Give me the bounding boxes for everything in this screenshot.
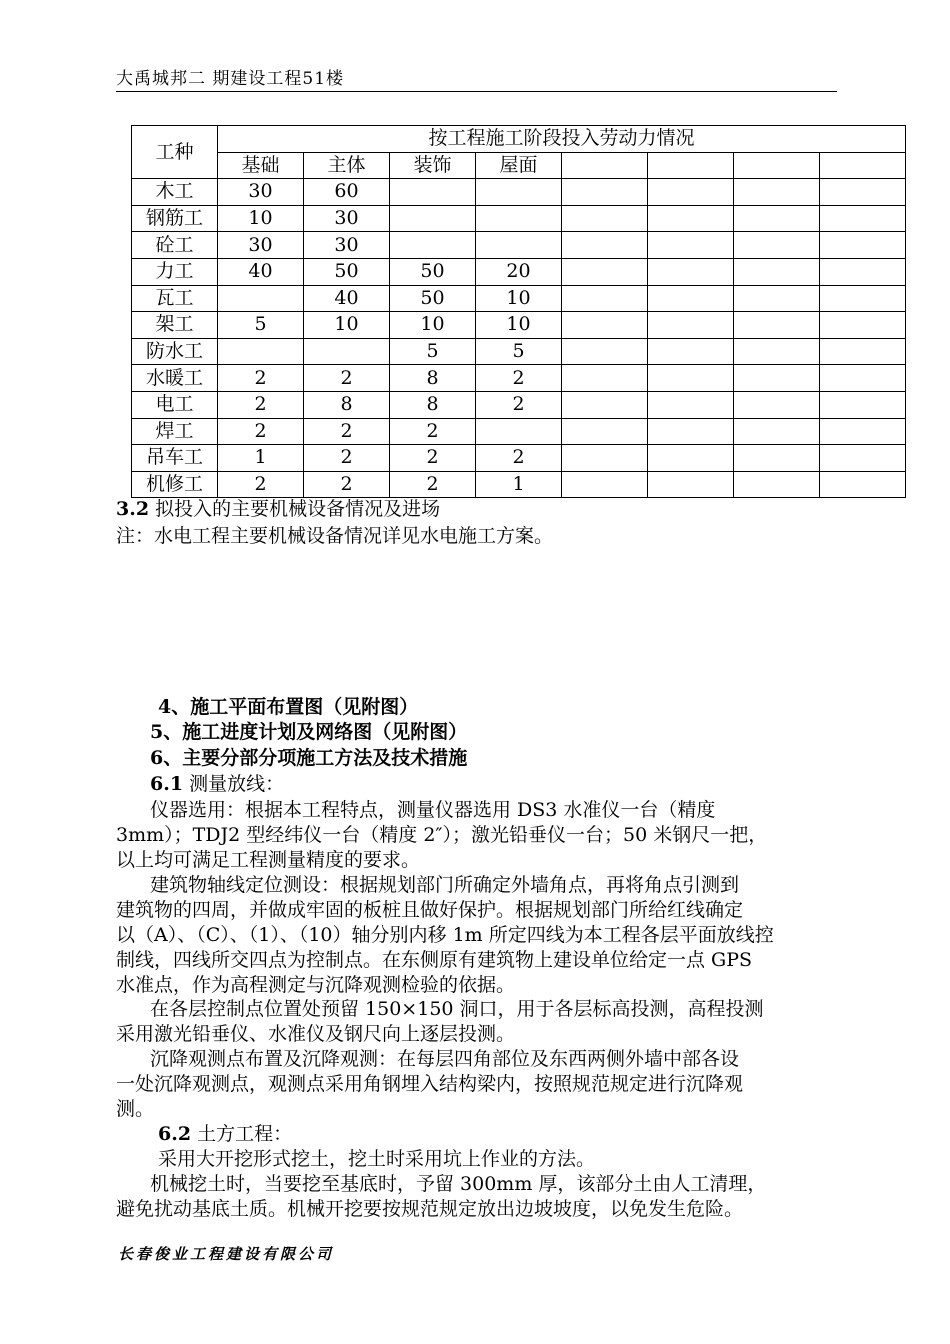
labor-count-cell: [562, 471, 648, 498]
section-6-2-number: 6.2: [158, 1123, 192, 1145]
labor-count-cell: [820, 471, 906, 498]
labor-count-cell: [648, 179, 734, 206]
labor-count-cell: [562, 338, 648, 365]
table-row: [132, 285, 906, 312]
labor-count-cell: 40: [304, 285, 390, 312]
labor-count-cell: [648, 232, 734, 259]
trade-name: 防水工: [132, 338, 218, 365]
labor-count-cell: 10: [304, 312, 390, 339]
labor-count-cell: [648, 445, 734, 472]
section-6-2-title: 土方工程：: [191, 1123, 293, 1145]
labor-count-cell: [820, 391, 906, 418]
labor-count-cell: 1: [218, 445, 304, 472]
paragraph-line: 采用激光铅垂仪、水准仪及钢尺向上逐层投测。: [116, 1023, 516, 1045]
labor-count-cell: [820, 285, 906, 312]
header-divider: [116, 91, 837, 92]
heading-4: 4、施工平面布置图（见附图）: [158, 696, 419, 718]
paragraph-line: 3mm）；TDJ2 型经纬仪一台（精度 2″）；激光铅垂仪一台；50 米钢尺一把，: [116, 824, 768, 846]
labor-count-cell: [734, 445, 820, 472]
labor-count-cell: [648, 258, 734, 285]
labor-count-cell: [820, 365, 906, 392]
labor-count-cell: [390, 205, 476, 232]
footer-company-name: 长春俊业工程建设有限公司: [118, 1245, 335, 1263]
labor-count-cell: 5: [390, 338, 476, 365]
paragraph-line: 建筑物轴线定位测设：根据规划部门所确定外墙角点，再将角点引测到: [150, 874, 740, 896]
labor-count-cell: 10: [476, 312, 562, 339]
equipment-note: 注：水电工程主要机械设备情况详见水电施工方案。: [116, 525, 554, 547]
trade-name: 架工: [132, 312, 218, 339]
stage-header: [648, 152, 734, 179]
labor-count-cell: 10: [476, 285, 562, 312]
paragraph-line: 制线，四线所交四点为控制点。在东侧原有建筑物上建设单位给定一点 GPS: [116, 949, 753, 971]
stage-header: 屋面: [476, 152, 562, 179]
table-row: [132, 445, 906, 472]
labor-count-cell: [648, 338, 734, 365]
trade-name: 木工: [132, 179, 218, 206]
section-6-1-number: 6.1: [150, 773, 184, 795]
stage-header: 基础: [218, 152, 304, 179]
paragraph-line: 仪器选用：根据本工程特点，测量仪器选用 DS3 水准仪一台（精度: [150, 799, 716, 821]
section-6-2-heading: [158, 1121, 292, 1147]
stage-header: [562, 152, 648, 179]
trade-name: 吊车工: [132, 445, 218, 472]
labor-count-cell: [734, 232, 820, 259]
labor-count-cell: 2: [304, 471, 390, 498]
section-6-1-title: 测量放线：: [183, 773, 285, 795]
table-row: [132, 258, 906, 285]
trade-name: 机修工: [132, 471, 218, 498]
labor-count-cell: 2: [390, 471, 476, 498]
labor-count-cell: [734, 365, 820, 392]
labor-count-cell: 2: [304, 418, 390, 445]
paragraph-line: 测。: [116, 1098, 155, 1120]
labor-count-cell: [648, 418, 734, 445]
labor-count-cell: 2: [476, 365, 562, 392]
labor-count-cell: [476, 179, 562, 206]
labor-count-cell: [734, 258, 820, 285]
labor-count-cell: [820, 258, 906, 285]
labor-count-cell: 40: [218, 258, 304, 285]
labor-count-cell: [218, 285, 304, 312]
trade-name: 力工: [132, 258, 218, 285]
table-row: [132, 391, 906, 418]
paragraph-line: 避免扰动基底土质。机械开挖要按规范规定放出边坡坡度，以免发生危险。: [116, 1198, 744, 1220]
labor-count-cell: [218, 338, 304, 365]
section-3-2-title: 拟投入的主要机械设备情况及进场: [149, 498, 441, 520]
labor-count-cell: 30: [304, 232, 390, 259]
labor-count-cell: [734, 418, 820, 445]
labor-count-cell: 10: [218, 205, 304, 232]
labor-count-cell: 50: [304, 258, 390, 285]
labor-count-cell: [390, 232, 476, 259]
stage-header: [820, 152, 906, 179]
labor-count-cell: [562, 365, 648, 392]
labor-count-cell: [648, 205, 734, 232]
labor-count-cell: [648, 471, 734, 498]
trade-name: 水暖工: [132, 365, 218, 392]
labor-count-cell: [648, 285, 734, 312]
page-header-title: 大禹城邦二 期建设工程51楼: [116, 69, 345, 89]
labor-count-cell: [734, 338, 820, 365]
labor-count-cell: 2: [304, 445, 390, 472]
labor-count-cell: [562, 312, 648, 339]
labor-count-cell: [562, 285, 648, 312]
stage-header: 主体: [304, 152, 390, 179]
table-row: [132, 312, 906, 339]
table-row: [132, 338, 906, 365]
labor-count-cell: [820, 312, 906, 339]
labor-count-cell: 2: [218, 365, 304, 392]
labor-count-cell: 50: [390, 258, 476, 285]
labor-count-cell: 8: [390, 365, 476, 392]
section-6-1-heading: [150, 771, 284, 797]
stage-header: 装饰: [390, 152, 476, 179]
trade-name: 焊工: [132, 418, 218, 445]
labor-count-cell: 2: [476, 445, 562, 472]
table-row: [132, 179, 906, 206]
labor-count-cell: 2: [218, 418, 304, 445]
paragraph-line: 一处沉降观测点，观测点采用角钢埋入结构梁内，按照规范规定进行沉降观: [116, 1073, 744, 1095]
labor-table: [131, 125, 906, 498]
table-corner-label: 工种: [132, 126, 218, 179]
labor-count-cell: [648, 365, 734, 392]
table-row: [132, 205, 906, 232]
labor-count-cell: 30: [218, 179, 304, 206]
labor-count-cell: [734, 205, 820, 232]
labor-count-cell: 2: [218, 471, 304, 498]
labor-count-cell: [476, 232, 562, 259]
stage-header: [734, 152, 820, 179]
labor-count-cell: [820, 338, 906, 365]
labor-count-cell: 8: [390, 391, 476, 418]
labor-count-cell: [562, 179, 648, 206]
labor-count-cell: [562, 391, 648, 418]
labor-count-cell: 30: [218, 232, 304, 259]
labor-count-cell: 50: [390, 285, 476, 312]
trade-name: 砼工: [132, 232, 218, 259]
paragraph-line: 以（A）、（C）、（1）、（10）轴分别内移 1m 所定四线为本工程各层平面放线控: [116, 924, 774, 946]
paragraph-line: 水准点，作为高程测定与沉降观测检验的依据。: [116, 974, 516, 996]
labor-count-cell: 2: [476, 391, 562, 418]
table-row: [132, 471, 906, 498]
labor-count-cell: [562, 418, 648, 445]
labor-count-cell: [820, 232, 906, 259]
trade-name: 瓦工: [132, 285, 218, 312]
labor-count-cell: [562, 205, 648, 232]
labor-count-cell: 60: [304, 179, 390, 206]
labor-count-cell: 2: [304, 365, 390, 392]
labor-count-cell: [734, 312, 820, 339]
labor-count-cell: [304, 338, 390, 365]
section-3-2-heading: [116, 496, 440, 522]
labor-count-cell: [734, 179, 820, 206]
labor-count-cell: 2: [390, 418, 476, 445]
labor-count-cell: 10: [390, 312, 476, 339]
labor-count-cell: 2: [218, 391, 304, 418]
labor-count-cell: 2: [390, 445, 476, 472]
labor-count-cell: [820, 418, 906, 445]
section-3-2-number: 3.2: [116, 498, 150, 520]
labor-count-cell: 30: [304, 205, 390, 232]
labor-count-cell: 8: [304, 391, 390, 418]
stage-header-row: [132, 152, 906, 179]
labor-count-cell: 5: [476, 338, 562, 365]
paragraph-line: 机械挖土时，当要挖至基底时，予留 300mm 厚，该部分土由人工清理，: [150, 1173, 767, 1195]
labor-count-cell: 20: [476, 258, 562, 285]
labor-count-cell: [648, 391, 734, 418]
labor-count-cell: [562, 258, 648, 285]
labor-count-cell: [820, 179, 906, 206]
labor-count-cell: [734, 285, 820, 312]
labor-count-cell: [562, 445, 648, 472]
table-row: [132, 365, 906, 392]
paragraph-line: 在各层控制点位置处预留 150×150 洞口，用于各层标高投测，高程投测: [150, 998, 764, 1020]
trade-name: 钢筋工: [132, 205, 218, 232]
trade-name: 电工: [132, 391, 218, 418]
heading-5: 5、施工进度计划及网络图（见附图）: [150, 721, 468, 743]
table-group-header: 按工程施工阶段投入劳动力情况: [218, 126, 906, 153]
labor-count-cell: 5: [218, 312, 304, 339]
labor-count-cell: [476, 418, 562, 445]
labor-count-cell: [820, 205, 906, 232]
labor-count-cell: [734, 391, 820, 418]
table-row: [132, 418, 906, 445]
labor-count-cell: [562, 232, 648, 259]
paragraph-line: 建筑物的四周，并做成牢固的板桩且做好保护。根据规划部门所给红线确定: [116, 899, 744, 921]
paragraph-line: 采用大开挖形式挖土，挖土时采用坑上作业的方法。: [158, 1148, 596, 1170]
table-row: [132, 232, 906, 259]
paragraph-line: 沉降观测点布置及沉降观测：在每层四角部位及东西两侧外墙中部各设: [150, 1048, 740, 1070]
labor-count-cell: 1: [476, 471, 562, 498]
paragraph-line: 以上均可满足工程测量精度的要求。: [116, 849, 421, 871]
labor-count-cell: [820, 445, 906, 472]
heading-6: 6、主要分部分项施工方法及技术措施: [150, 747, 468, 769]
labor-count-cell: [734, 471, 820, 498]
labor-count-cell: [648, 312, 734, 339]
labor-count-cell: [476, 205, 562, 232]
labor-count-cell: [390, 179, 476, 206]
